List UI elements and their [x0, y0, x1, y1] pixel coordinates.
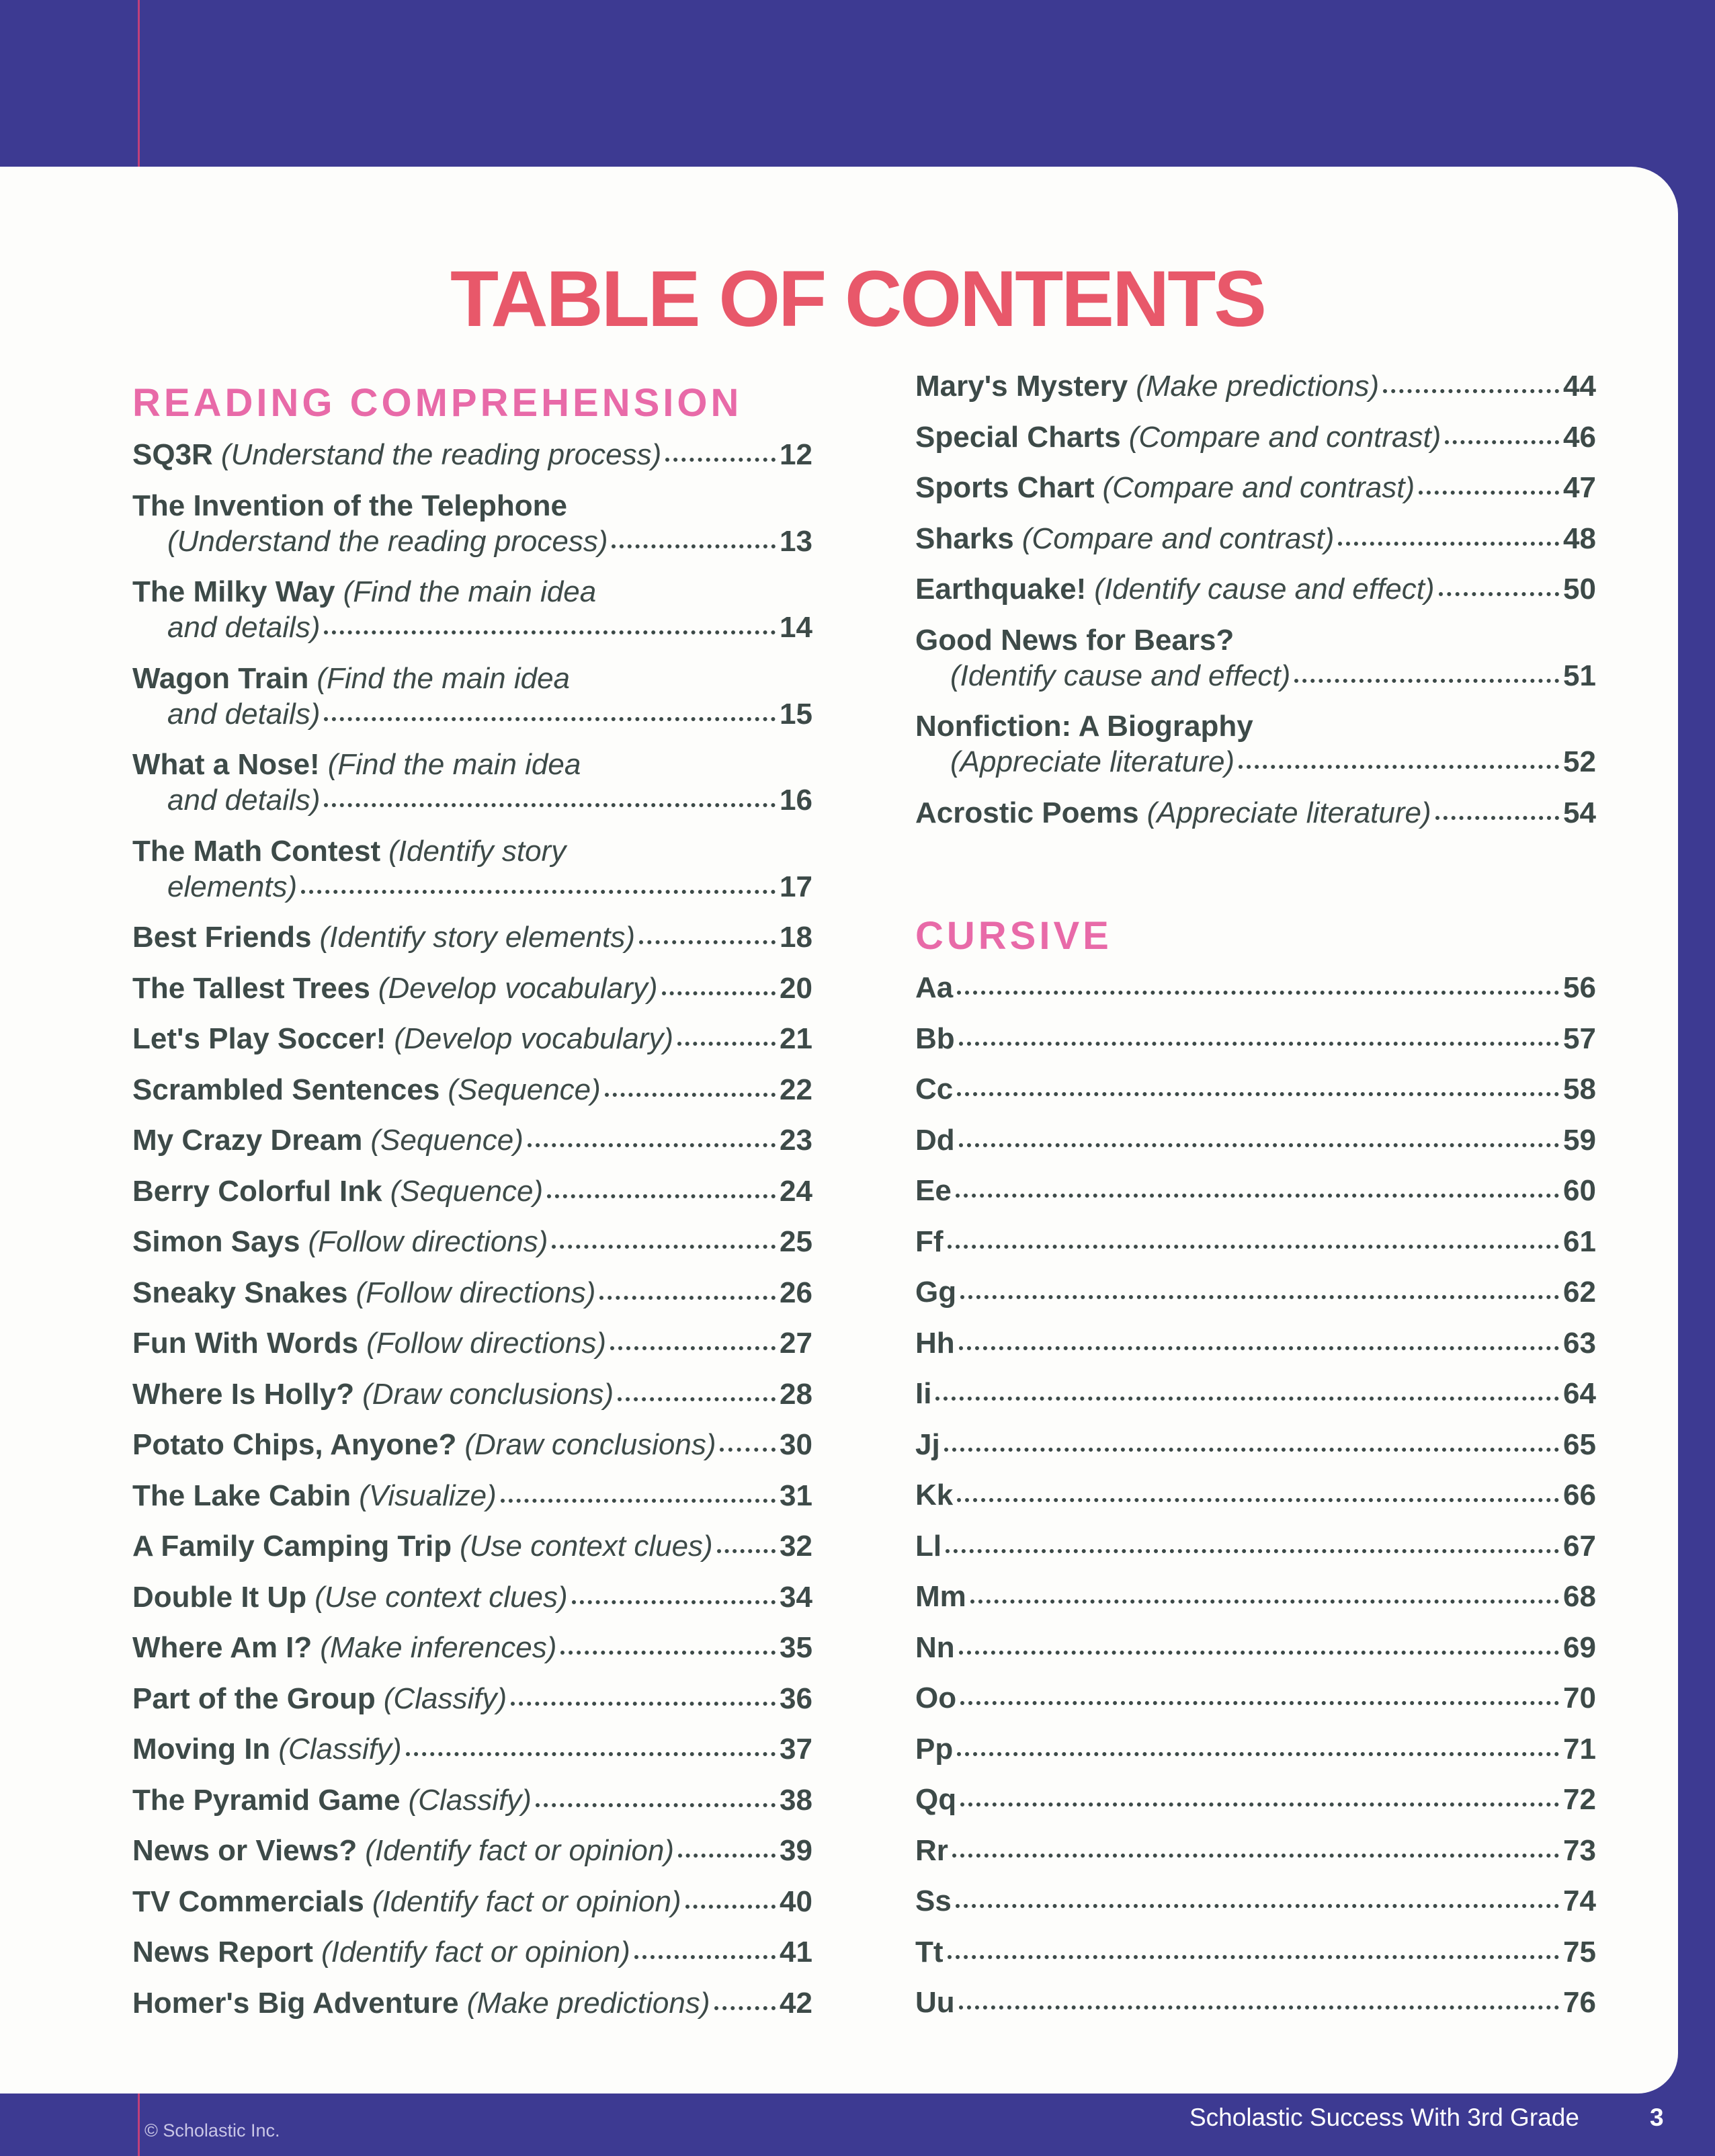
entry-page-number: 13 [780, 524, 812, 558]
dot-leader [952, 1854, 1559, 1858]
toc-entry[interactable] [132, 437, 812, 472]
entry-description: (Find the main idea [343, 575, 597, 608]
toc-entry[interactable] [915, 1427, 1596, 1462]
entry-title: Kk [915, 1479, 954, 1511]
dot-leader [935, 1397, 1559, 1401]
entry-page-number: 16 [780, 784, 812, 817]
toc-entry[interactable] [132, 1884, 812, 1919]
entry-title: Ff [915, 1225, 944, 1258]
entry-title: Ee [915, 1174, 952, 1207]
entry-description: (Compare and contrast) [1128, 420, 1441, 454]
entry-description-continued: (Identify cause and effect) [950, 659, 1291, 692]
toc-entry[interactable] [915, 622, 1596, 694]
entry-page-number: 44 [1563, 370, 1596, 403]
toc-entry[interactable] [915, 1325, 1596, 1361]
toc-entry[interactable] [132, 1478, 812, 1514]
entry-description: (Identify story elements) [319, 921, 636, 954]
entry-title: Nn [915, 1630, 955, 1664]
toc-entry[interactable] [132, 661, 812, 732]
entry-title: Mary's Mystery [915, 370, 1128, 403]
toc-entry[interactable] [915, 368, 1596, 404]
dot-leader [959, 1042, 1559, 1046]
entry-description: (Sequence) [370, 1124, 524, 1157]
entry-title: Let's Play Soccer! [132, 1022, 386, 1055]
entry-description: (Make predictions) [466, 1986, 710, 2020]
dot-leader [662, 991, 776, 995]
entry-page-number: 14 [780, 611, 812, 644]
entry-page-number: 41 [780, 1936, 812, 1968]
page-title: TABLE OF CONTENTS [450, 255, 1265, 343]
entry-page-number: 62 [1563, 1276, 1596, 1309]
dot-leader [406, 1752, 776, 1756]
section-heading-cursive: CURSIVE [915, 914, 1112, 958]
entry-page-number: 56 [1563, 971, 1596, 1004]
toc-entry[interactable] [132, 747, 812, 818]
entry-page-number: 34 [780, 1580, 812, 1614]
dot-leader [720, 1448, 776, 1452]
toc-entry[interactable] [132, 488, 812, 559]
entry-page-number: 66 [1563, 1479, 1596, 1511]
entry-title: News Report [132, 1936, 313, 1968]
dot-leader [610, 1346, 776, 1350]
entry-description: (Use context clues) [460, 1530, 713, 1563]
dot-leader [944, 1448, 1559, 1452]
entry-page-number: 60 [1563, 1174, 1596, 1207]
dot-leader [560, 1651, 776, 1655]
dot-leader [511, 1702, 776, 1706]
entry-description: (Appreciate literature) [1146, 796, 1431, 829]
toc-entry[interactable] [132, 1427, 812, 1462]
entry-title: Gg [915, 1276, 957, 1309]
entry-title: The Math Contest [132, 834, 381, 868]
page-number: 3 [1650, 2104, 1664, 2131]
entry-title: Sharks [915, 522, 1014, 555]
entry-title: Qq [915, 1783, 957, 1816]
section-heading-reading: READING COMPREHENSION [132, 381, 743, 425]
toc-entry[interactable] [132, 1782, 812, 1818]
toc-entry[interactable] [915, 1680, 1596, 1716]
entry-description-continued: elements) [167, 870, 298, 903]
toc-entry[interactable] [915, 571, 1596, 607]
toc-entry[interactable] [132, 1985, 812, 2021]
toc-entry[interactable] [915, 795, 1596, 831]
entry-page-number: 25 [780, 1225, 812, 1258]
entry-page-number: 15 [780, 697, 812, 731]
entry-description: (Identify cause and effect) [1094, 573, 1435, 606]
cursive-entries [915, 970, 1596, 2020]
toc-entry[interactable] [132, 919, 812, 955]
entry-title: Moving In [132, 1733, 271, 1766]
dot-leader [714, 2006, 776, 2010]
book-title: Scholastic Success With 3rd Grade [1189, 2104, 1579, 2131]
entry-description-continued: and details) [167, 611, 321, 644]
entry-page-number: 28 [780, 1377, 812, 1411]
entry-page-number: 26 [780, 1276, 812, 1309]
margin-line-bottom [138, 2093, 140, 2156]
entry-title: A Family Camping Trip [132, 1530, 452, 1563]
dot-leader [1294, 679, 1559, 683]
entry-page-number: 52 [1563, 745, 1596, 778]
toc-entry[interactable] [132, 1528, 812, 1564]
entry-title: The Tallest Trees [132, 971, 370, 1005]
entry-page-number: 27 [780, 1327, 812, 1360]
entry-description: (Sequence) [448, 1073, 601, 1106]
dot-leader [639, 940, 776, 944]
entry-title: The Pyramid Game [132, 1783, 401, 1817]
entry-title: The Milky Way [132, 575, 335, 608]
entry-title: Simon Says [132, 1225, 300, 1258]
toc-entry[interactable] [132, 1376, 812, 1412]
dot-leader [956, 1194, 1559, 1198]
entry-description: (Use context clues) [315, 1580, 568, 1614]
entry-page-number: 74 [1563, 1884, 1596, 1917]
toc-entry[interactable] [915, 521, 1596, 556]
entry-page-number: 71 [1563, 1732, 1596, 1766]
entry-page-number: 65 [1563, 1427, 1596, 1461]
toc-entry[interactable] [132, 1325, 812, 1361]
entry-title: Jj [915, 1427, 940, 1461]
left-column [132, 376, 812, 2036]
entry-title: Nonfiction: A Biography [915, 710, 1253, 743]
dot-leader [957, 1498, 1559, 1502]
entry-description: (Follow directions) [355, 1276, 596, 1309]
entry-page-number: 73 [1563, 1833, 1596, 1867]
toc-entry[interactable] [915, 970, 1596, 1005]
entry-title: News or Views? [132, 1834, 358, 1867]
entry-page-number: 47 [1563, 471, 1596, 504]
entry-page-number: 50 [1563, 573, 1596, 606]
dot-leader [960, 1802, 1559, 1807]
toc-entry[interactable] [915, 1477, 1596, 1513]
entry-description: (Develop vocabulary) [378, 971, 658, 1005]
entry-page-number: 61 [1563, 1225, 1596, 1258]
entry-description: (Understand the reading process) [220, 438, 662, 471]
dot-leader [1439, 592, 1559, 596]
entry-page-number: 23 [780, 1124, 812, 1157]
entry-title: Best Friends [132, 921, 312, 954]
entry-page-number: 54 [1563, 796, 1596, 829]
entry-title: Berry Colorful Ink [132, 1174, 382, 1208]
entry-description: (Draw conclusions) [362, 1377, 614, 1411]
entry-page-number: 57 [1563, 1022, 1596, 1055]
dot-leader [959, 1143, 1559, 1147]
entry-page-number: 35 [780, 1631, 812, 1664]
entry-description: (Compare and contrast) [1021, 522, 1335, 555]
entry-title: Tt [915, 1935, 944, 1968]
dot-leader [1435, 816, 1559, 820]
entry-description: (Compare and contrast) [1102, 471, 1415, 504]
toc-entry[interactable] [915, 1376, 1596, 1411]
entry-title: Where Am I? [132, 1631, 312, 1664]
entry-title: Double It Up [132, 1580, 307, 1614]
entry-title: Ss [915, 1884, 952, 1917]
entry-page-number: 18 [780, 921, 812, 954]
toc-entry[interactable] [915, 470, 1596, 505]
entry-page-number: 46 [1563, 420, 1596, 454]
entry-page-number: 38 [780, 1783, 812, 1817]
entry-title: Ii [915, 1377, 932, 1410]
dot-leader [717, 1549, 776, 1553]
dot-leader [957, 1092, 1559, 1096]
entry-description: (Identify story [388, 834, 567, 868]
dot-leader [528, 1143, 776, 1147]
entry-description: (Identify fact or opinion) [365, 1834, 675, 1867]
entry-description: (Identify fact or opinion) [372, 1884, 681, 1918]
toc-entry[interactable] [132, 1224, 812, 1259]
dot-leader [948, 1955, 1560, 1959]
entry-description-continued: and details) [167, 697, 321, 731]
dot-leader [599, 1296, 776, 1300]
dot-leader [957, 991, 1559, 995]
toc-entry[interactable] [915, 1274, 1596, 1310]
entry-description: (Find the main idea [317, 661, 571, 695]
dot-leader [946, 1549, 1559, 1553]
entry-description: (Follow directions) [366, 1327, 607, 1360]
toc-entry[interactable] [132, 1122, 812, 1158]
entry-title: Special Charts [915, 420, 1121, 454]
entry-title: Uu [915, 1986, 955, 2019]
entry-page-number: 31 [780, 1479, 812, 1512]
entry-page-number: 39 [780, 1834, 812, 1867]
dot-leader [685, 1905, 776, 1909]
entry-title: Aa [915, 971, 954, 1004]
entry-page-number: 32 [780, 1530, 812, 1563]
dot-leader [547, 1194, 776, 1198]
toc-entry[interactable] [915, 1782, 1596, 1817]
toc-entry[interactable] [132, 1833, 812, 1868]
entry-page-number: 63 [1563, 1326, 1596, 1360]
dot-leader [1239, 765, 1559, 769]
entry-description: (Draw conclusions) [464, 1428, 716, 1461]
dot-leader [552, 1245, 776, 1249]
entry-title: My Crazy Dream [132, 1124, 363, 1157]
toc-entry[interactable] [132, 574, 812, 645]
dot-leader [618, 1397, 776, 1401]
toc-entry[interactable] [132, 1173, 812, 1209]
entry-page-number: 22 [780, 1073, 812, 1106]
entry-page-number: 36 [780, 1682, 812, 1715]
dot-leader [1338, 542, 1559, 546]
entry-title: Bb [915, 1022, 955, 1055]
dot-leader [678, 1854, 776, 1858]
entry-title: Sneaky Snakes [132, 1276, 348, 1309]
entry-page-number: 72 [1563, 1783, 1596, 1816]
entry-page-number: 24 [780, 1174, 812, 1208]
entry-title: The Lake Cabin [132, 1479, 351, 1512]
dot-leader [612, 544, 776, 548]
toc-entry[interactable] [915, 1934, 1596, 1970]
reading-entries [132, 437, 812, 2021]
entry-title: SQ3R [132, 438, 213, 471]
entry-description: (Visualize) [359, 1479, 497, 1512]
toc-entry[interactable] [915, 1021, 1596, 1056]
entry-page-number: 20 [780, 971, 812, 1005]
dot-leader [959, 2005, 1559, 2009]
entry-title: Earthquake! [915, 573, 1087, 606]
entry-title: Oo [915, 1682, 957, 1714]
dot-leader [665, 458, 776, 462]
entry-page-number: 48 [1563, 522, 1596, 555]
dot-leader [536, 1803, 776, 1807]
toc-entry[interactable] [132, 1681, 812, 1716]
entry-page-number: 12 [780, 438, 812, 471]
entry-page-number: 37 [780, 1733, 812, 1766]
dot-leader [324, 630, 776, 634]
entry-page-number: 76 [1563, 1986, 1596, 2019]
dot-leader [301, 890, 776, 894]
dot-leader [960, 1701, 1559, 1705]
dot-leader [324, 803, 776, 807]
toc-entry[interactable] [915, 1833, 1596, 1868]
dot-leader [324, 717, 776, 721]
dot-leader [677, 1042, 776, 1046]
dot-leader [1419, 491, 1559, 495]
toc-entry[interactable] [915, 1579, 1596, 1614]
copyright: © Scholastic Inc. [144, 2120, 280, 2141]
toc-entry[interactable] [915, 419, 1596, 455]
dot-leader [956, 1904, 1559, 1908]
dot-leader [605, 1093, 776, 1097]
dot-leader [1383, 389, 1559, 393]
toc-entry[interactable] [132, 1630, 812, 1665]
entry-title: Scrambled Sentences [132, 1073, 440, 1106]
toc-entry[interactable] [132, 1072, 812, 1108]
entry-title: Mm [915, 1580, 966, 1613]
dot-leader [572, 1600, 776, 1604]
entry-title: Homer's Big Adventure [132, 1986, 459, 2020]
entry-title: Acrostic Poems [915, 796, 1139, 829]
entry-title: What a Nose! [132, 748, 320, 781]
entry-page-number: 40 [780, 1884, 812, 1918]
entry-title: TV Commercials [132, 1884, 364, 1918]
toc-entry[interactable] [915, 1071, 1596, 1107]
toc-entry[interactable] [132, 970, 812, 1006]
entry-description: (Classify) [278, 1733, 402, 1766]
entry-title: The Invention of the Telephone [132, 489, 567, 522]
right-column [915, 368, 1596, 2036]
dot-leader [1445, 440, 1559, 444]
entry-description-continued: (Understand the reading process) [167, 524, 608, 558]
entry-title: Part of the Group [132, 1682, 376, 1715]
toc-entry[interactable] [915, 1173, 1596, 1208]
toc-entry[interactable] [915, 1731, 1596, 1767]
margin-line-top [138, 0, 140, 167]
entry-title: Where Is Holly? [132, 1377, 355, 1411]
dot-leader [948, 1245, 1560, 1249]
toc-entry[interactable] [132, 833, 812, 905]
toc-entry[interactable] [915, 708, 1596, 780]
toc-entry[interactable] [915, 1528, 1596, 1564]
entry-page-number: 58 [1563, 1073, 1596, 1106]
toc-entry[interactable] [132, 1021, 812, 1056]
entry-description-continued: and details) [167, 784, 321, 817]
entry-description: (Sequence) [390, 1174, 544, 1208]
toc-entry[interactable] [132, 1934, 812, 1970]
dot-leader [959, 1651, 1559, 1655]
toc-entry[interactable] [915, 1883, 1596, 1919]
dot-leader [501, 1499, 776, 1503]
entry-page-number: 70 [1563, 1682, 1596, 1714]
entry-description: (Classify) [383, 1682, 507, 1715]
toc-entry[interactable] [915, 1122, 1596, 1158]
entry-title: Sports Chart [915, 471, 1095, 504]
entry-title: Cc [915, 1073, 954, 1106]
entry-page-number: 67 [1563, 1529, 1596, 1563]
entry-title: Good News for Bears? [915, 623, 1235, 657]
toc-entry[interactable] [132, 1275, 812, 1311]
toc-entry[interactable] [915, 1630, 1596, 1665]
toc-entry[interactable] [132, 1731, 812, 1767]
entry-page-number: 75 [1563, 1935, 1596, 1968]
dot-leader [970, 1600, 1559, 1604]
entry-description: (Classify) [408, 1783, 532, 1817]
dot-leader [634, 1955, 776, 1959]
reading-entries-continued [915, 368, 1596, 831]
entry-description: (Identify fact or opinion) [321, 1936, 630, 1968]
entry-description: (Follow directions) [308, 1225, 548, 1258]
toc-entry[interactable] [915, 1224, 1596, 1259]
entry-title: Dd [915, 1123, 955, 1157]
entry-description: (Make inferences) [320, 1631, 557, 1664]
dot-leader [960, 1295, 1559, 1299]
entry-description: (Develop vocabulary) [394, 1022, 674, 1055]
entry-page-number: 69 [1563, 1630, 1596, 1664]
entry-page-number: 21 [780, 1022, 812, 1055]
entry-page-number: 30 [780, 1428, 812, 1461]
entry-title: Potato Chips, Anyone? [132, 1428, 457, 1461]
entry-page-number: 64 [1563, 1377, 1596, 1410]
entry-description: (Make predictions) [1136, 370, 1380, 403]
entry-page-number: 59 [1563, 1123, 1596, 1157]
entry-page-number: 17 [780, 870, 812, 903]
dot-leader [959, 1346, 1559, 1350]
toc-entry[interactable] [915, 1985, 1596, 2020]
dot-leader [957, 1752, 1559, 1756]
entry-page-number: 42 [780, 1986, 812, 2020]
entry-title: Wagon Train [132, 661, 309, 695]
entry-description: (Find the main idea [327, 748, 581, 781]
entry-title: Hh [915, 1326, 955, 1360]
entry-page-number: 68 [1563, 1580, 1596, 1613]
entry-page-number: 51 [1563, 659, 1596, 692]
toc-entry[interactable] [132, 1579, 812, 1615]
entry-title: Ll [915, 1529, 942, 1563]
entry-title: Rr [915, 1833, 948, 1867]
entry-title: Fun With Words [132, 1327, 359, 1360]
entry-title: Pp [915, 1732, 954, 1766]
entry-description-continued: (Appreciate literature) [950, 745, 1235, 778]
